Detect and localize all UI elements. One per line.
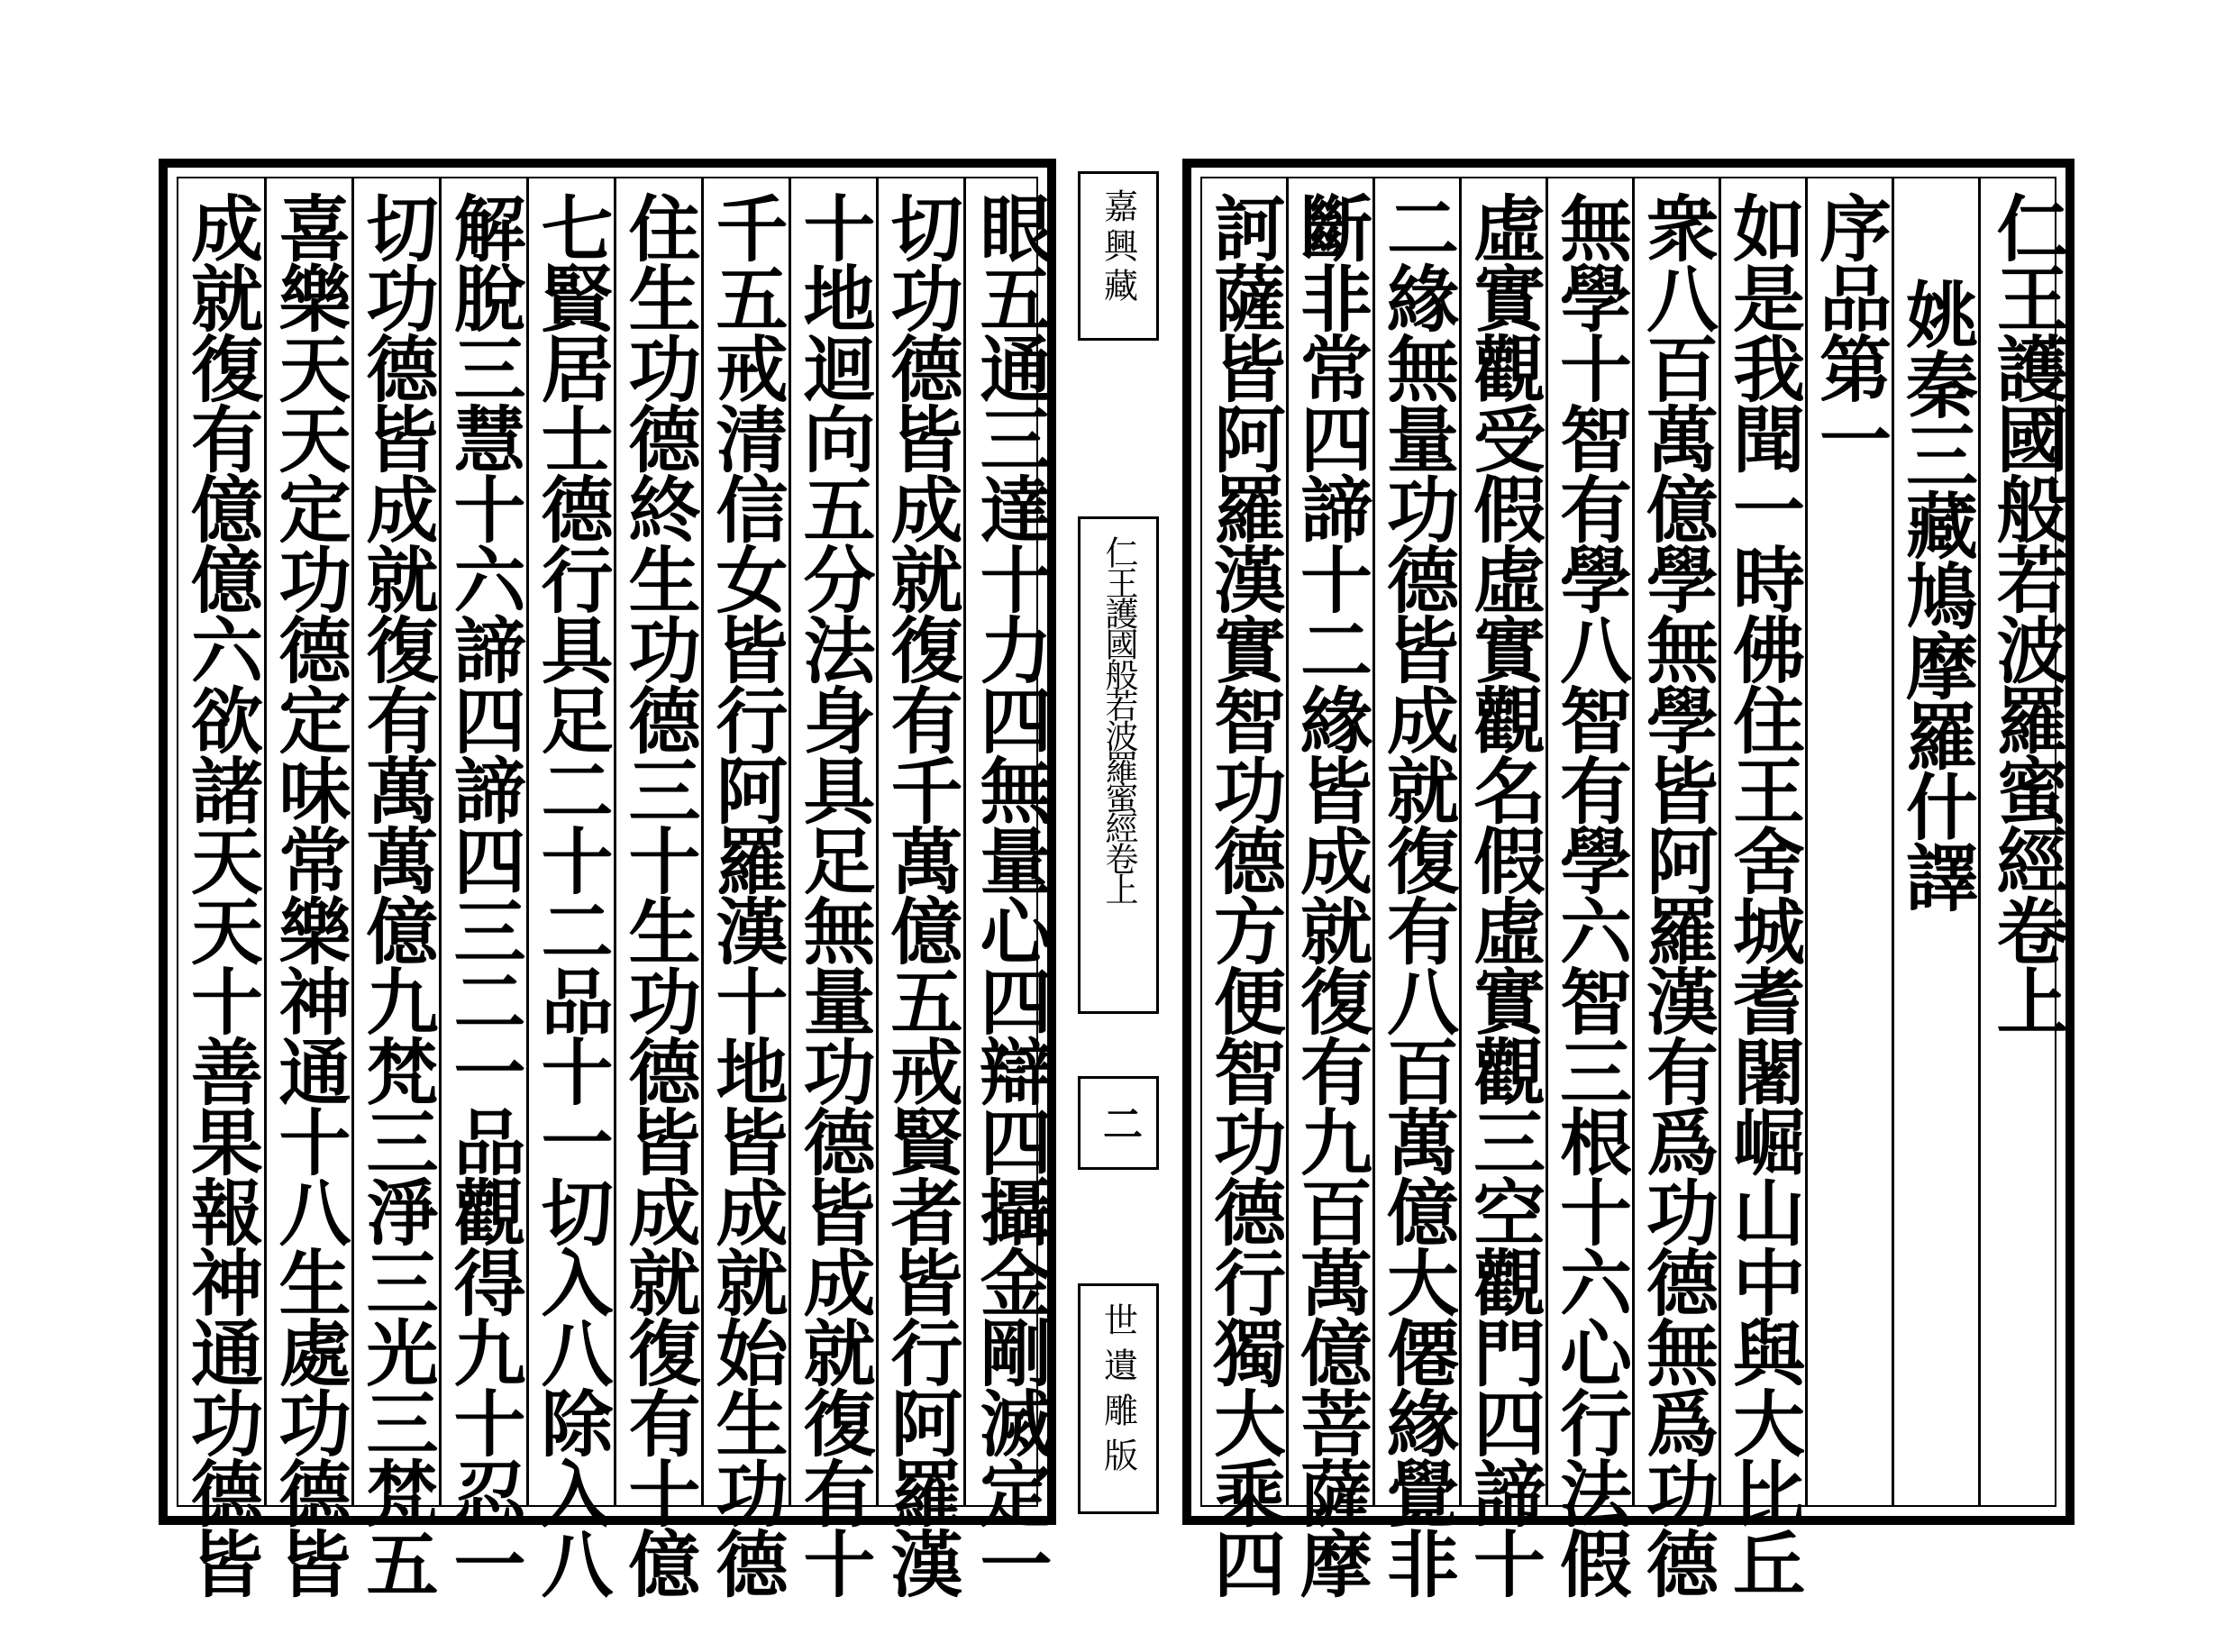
translator-column [1894, 178, 1981, 1505]
text-column: 斷非常四諦十二緣皆成就復有九百萬億菩薩摩 [1289, 178, 1375, 1505]
sutra-title: 仁王護國般若波羅蜜經卷上 [1984, 191, 2069, 1035]
text-column: 喜樂天天定功德定味常樂神通十八生處功德皆 [267, 178, 354, 1505]
left-page [159, 159, 1056, 1597]
text-column: 虛實觀受假虛實觀名假虛實觀三空觀門四諦十 [1462, 178, 1548, 1505]
text-column: 切功德皆成就復有萬萬億九梵三淨三光三梵五 [354, 178, 442, 1505]
text-column: 無學十智有學八智有學六智三根十六心行法假 [1548, 178, 1635, 1505]
right-page [1182, 159, 2075, 1597]
text-column: 眼五通三達十力四無量心四辯四攝金剛滅定一 [968, 191, 1053, 1597]
gutter-collection-label: 嘉興藏 [1078, 171, 1159, 341]
text-column: 成就復有億億六欲諸天天十善果報神通功德皆 [178, 178, 267, 1505]
translator-line: 姚秦三藏鳩摩羅什譯 [1893, 278, 1979, 910]
right-page-frame [1200, 177, 2069, 1597]
text-column: 住生功德終生功德三十生功德皆成就復有十億 [616, 178, 704, 1505]
chapter-heading: 序品第一 [1807, 191, 1892, 472]
title-column [1981, 178, 2073, 1505]
text-column: 訶薩皆阿羅漢實智功德方便智功德行獨大乘四 [1202, 178, 1289, 1505]
chapter-heading-column [1808, 178, 1894, 1505]
text-column: 解脫三慧十六諦四諦四三二一品觀得九十忍一 [442, 178, 529, 1505]
text-column: 千五戒清信女皆行阿羅漢十地皆成就始生功德 [704, 178, 791, 1505]
text-column: 衆八百萬億學無學皆阿羅漢有爲功德無爲功德 [1635, 178, 1721, 1505]
gutter-sutra-title: 仁王護國般若波羅蜜經卷上 [1078, 516, 1159, 1014]
text-column: 切功德皆成就復有千萬億五戒賢者皆行阿羅漢 [879, 178, 966, 1505]
gutter-publisher-label: 世遺雕版 [1078, 1283, 1159, 1514]
text-column: 如是我聞一時佛住王舍城耆闍崛山中與大比丘 [1721, 178, 1808, 1505]
left-page-frame [177, 177, 1053, 1597]
gutter-page-number: 二 [1078, 1076, 1159, 1170]
text-column: 七賢居士德行具足二十二品十一切入八除入八 [529, 178, 616, 1505]
text-column: 十地迴向五分法身具足無量功德皆成就復有十 [791, 178, 879, 1505]
text-column: 二緣無量功德皆成就復有八百萬億大僊緣覺非 [1375, 178, 1462, 1505]
